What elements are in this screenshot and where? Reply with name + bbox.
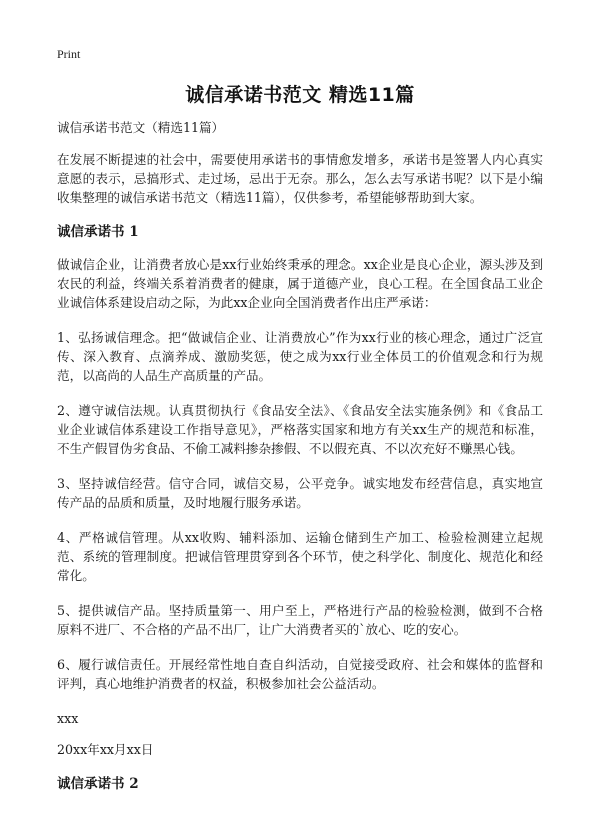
document-title: 诚信承诺书范文 精选11篇: [185, 84, 415, 106]
section-1-item-5: 5、提供诚信产品。坚持质量第一、用户至上，严格进行产品的检验检测，做到不合格原料不进厂、不合格的产品不出厂，让广大消费者买的`放心、吃的安心。: [57, 603, 543, 637]
section-1-item-3: 3、坚持诚信经营。信守合同，诚信交易，公平竞争。诚实地发布经营信息，真实地宣传产品的品质和质量，及时地履行服务承诺。: [57, 476, 543, 510]
document-subtitle: 诚信承诺书范文（精选11篇）: [57, 120, 225, 135]
signature-date: 20xx年xx月xx日: [57, 742, 154, 757]
section-2-heading: 诚信承诺书 2: [57, 776, 139, 792]
section-1-heading: 诚信承诺书 1: [57, 224, 139, 240]
document-body: [57, 118, 543, 807]
section-1-item-1: 1、弘扬诚信理念。把“做诚信企业、让消费放心”作为xx行业的核心理念，通过广泛宣传、深入教育、点滴养成、激励奖惩，使之成为xx行业全体员工的价值观念和行为规范，以高尚的人品生产高质量的产品。: [57, 330, 543, 383]
signature: xxx: [57, 711, 79, 726]
section-1-item-4: 4、严格诚信管理。从xx收购、辅料添加、运输仓储到生产加工、检验检测建立起规范、系统的管理制度。把诚信管理贯穿到各个环节，使之科学化、制度化、规范化和经常化。: [57, 530, 543, 583]
intro-paragraph: 在发展不断提速的社会中，需要使用承诺书的事情愈发增多，承诺书是签署人内心真实意愿的表示，忌搞形式、走过场，忌出于无奈。那么，怎么去写承诺书呢？以下是小编收集整理的诚信承诺书范文（精选11篇），仅供参考，希望能够帮助到大家。: [57, 152, 543, 205]
section-1-paragraph: 做诚信企业，让消费者放心是xx行业始终秉承的理念。xx企业是良心企业，源头涉及到农民的利益，终端关系着消费者的健康，属于道德产业，良心工程。在全国食品工业企业诚信体系建设启动之际，为此xx企业向全国消费者作出庄严承诺：: [57, 257, 543, 310]
print-link[interactable]: Print: [57, 47, 81, 61]
section-1-item-6: 6、履行诚信责任。开展经常性地自查自纠活动，自觉接受政府、社会和媒体的监督和评判，真心地维护消费者的权益，积极参加社会公益活动。: [57, 657, 543, 691]
section-1-item-2: 2、遵守诚信法规。认真贯彻执行《食品安全法》、《食品安全法实施条例》和《食品工业企业诚信体系建设工作指导意见》，严格落实国家和地方有关xx生产的规范和标准，不生产假冒伪劣食品、不偷工减料掺杂掺假、不以假充真、不以次充好不赚黑心钱。: [57, 403, 543, 456]
